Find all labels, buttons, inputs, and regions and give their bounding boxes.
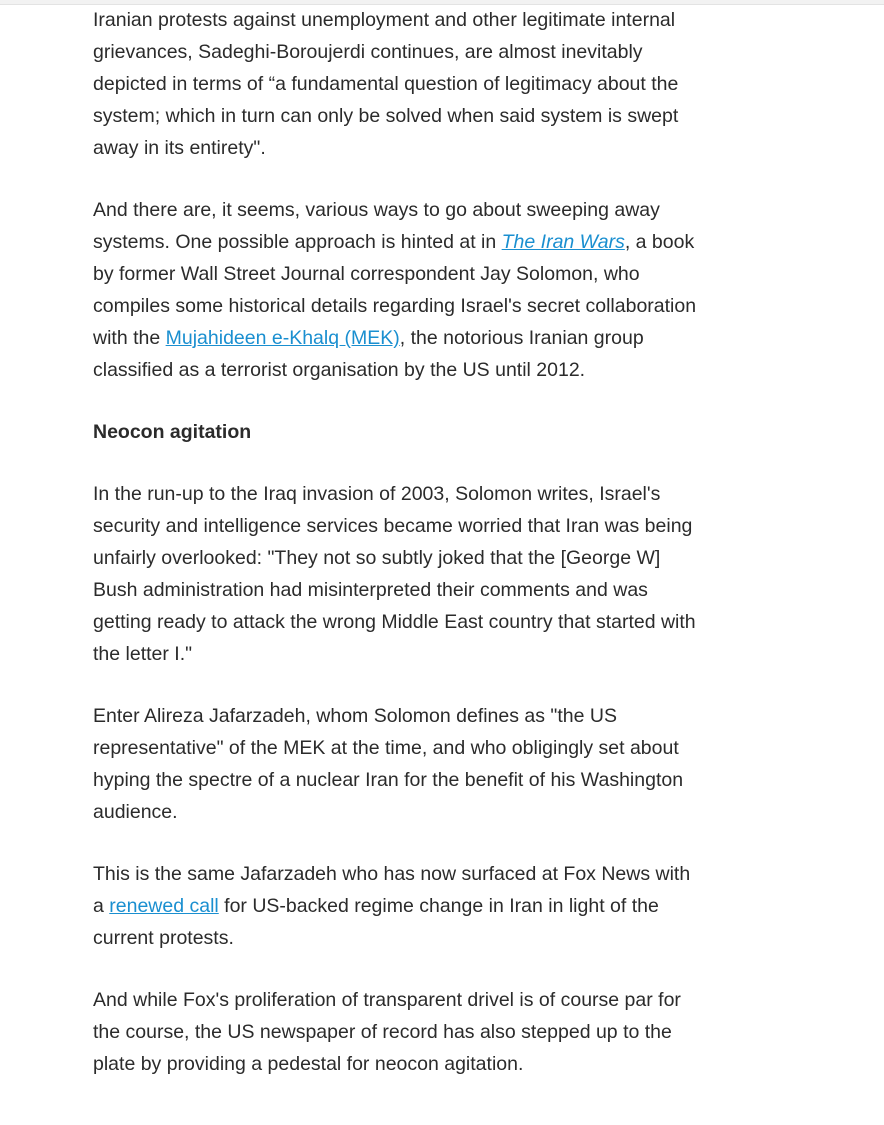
paragraph-5-text-end: for US-backed regime change in Iran in light of the current protests. <box>93 895 659 949</box>
paragraph-5-text-start: This is the same Jafarzadeh who has now surfaced at Fox News with a <box>93 863 691 917</box>
paragraph-6 <box>93 984 703 1080</box>
paragraph-2-text-start: And there are, it seems, various ways to go about sweeping away systems. One possible approach is hinted at in <box>93 199 660 253</box>
paragraph-6-text: And while Fox's proliferation of transparent drivel is of course par for the course, the US newspaper of record has also stepped up to the plate by providing a pedestal for neocon agitation. <box>93 989 681 1075</box>
paragraph-4-text: Enter Alireza Jafarzadeh, whom Solomon defines as "the US representative" of the MEK at the time, and who obligingly set about hyping the spectre of a nuclear Iran for the benefit of his Washington audience. <box>93 705 684 823</box>
paragraph-1-text: Iranian protests against unemployment and other legitimate internal grievances, Sadeghi-Boroujerdi continues, are almost inevitably depicted in terms of “a fundamental question of legitimacy about the system; which in turn can only be solved when said system is swept away in its entirety". <box>93 9 679 159</box>
renewed-call-link[interactable]: renewed call <box>109 895 219 917</box>
paragraph-4 <box>93 700 703 828</box>
mek-link[interactable]: Mujahideen e-Khalq (MEK) <box>165 327 400 349</box>
iran-wars-book-link[interactable]: The Iran Wars <box>501 231 625 253</box>
section-heading: Neocon agitation <box>93 421 252 443</box>
article-body <box>93 4 703 1110</box>
paragraph-2-text-middle: , a book by former Wall Street Journal correspondent Jay Solomon, who compiles some historical details regarding Israel's secret collaboration with the <box>93 231 697 349</box>
paragraph-1 <box>93 4 703 164</box>
paragraph-2-text-end: , the notorious Iranian group classified as a terrorist organisation by the US until 2012. <box>93 327 644 381</box>
paragraph-2 <box>93 194 703 386</box>
paragraph-5 <box>93 858 703 954</box>
paragraph-3 <box>93 478 703 670</box>
paragraph-3-text: In the run-up to the Iraq invasion of 2003, Solomon writes, Israel's security and intelligence services became worried that Iran was being unfairly overlooked: "They not so subtly joked that the [George W] Bush administration had misinterpreted their comments and was getting ready to attack the wrong Middle East country that started with the letter I." <box>93 483 696 665</box>
